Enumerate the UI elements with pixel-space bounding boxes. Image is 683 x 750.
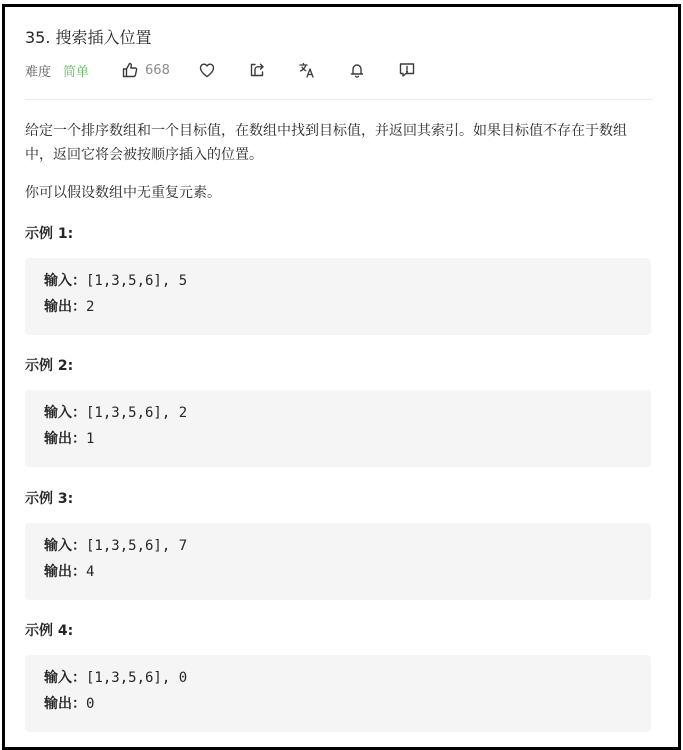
- example-input-line: [44, 271, 187, 291]
- input-label: 输入：: [44, 273, 86, 289]
- input-label: 输入：: [44, 405, 86, 421]
- translate-button[interactable]: [298, 61, 316, 79]
- example-box: [25, 390, 651, 467]
- output-label: 输出：: [44, 564, 86, 580]
- example-output-line: [44, 562, 94, 582]
- input-value: [1,3,5,6], 2: [86, 405, 188, 421]
- example-input-line: [44, 403, 187, 423]
- problem-panel: [2, 4, 681, 750]
- example-box: [25, 523, 651, 600]
- notify-button[interactable]: [348, 61, 366, 79]
- example-box: [25, 258, 651, 335]
- input-value: [1,3,5,6], 7: [86, 538, 188, 554]
- example-title: 示例 2:: [25, 358, 74, 374]
- header-divider: [25, 99, 653, 100]
- difficulty-badge: 简单: [63, 64, 90, 80]
- output-label: 输出：: [44, 696, 86, 712]
- share-button[interactable]: [248, 61, 266, 79]
- example-title: 示例 1:: [25, 226, 74, 242]
- output-value: 2: [86, 299, 95, 315]
- example-title: 示例 3:: [25, 491, 74, 507]
- difficulty-label: 难度: [25, 64, 52, 80]
- example-output-line: [44, 694, 94, 714]
- output-value: 4: [86, 564, 95, 580]
- share-icon: [248, 61, 266, 79]
- output-value: 1: [86, 431, 95, 447]
- favorite-button[interactable]: [198, 61, 216, 79]
- description-paragraph: 你可以假设数组中无重复元素。: [25, 185, 221, 201]
- problem-title: 35. 搜索插入位置: [25, 28, 152, 47]
- output-value: 0: [86, 696, 95, 712]
- example-output-line: [44, 297, 94, 317]
- description-paragraph: 给定一个排序数组和一个目标值，在数组中找到目标值，并返回其索引。如果目标值不存在于数组中，返回它将会被按顺序插入的位置。: [25, 123, 627, 163]
- like-button[interactable]: [121, 61, 170, 79]
- feedback-button[interactable]: [398, 61, 416, 79]
- example-output-line: [44, 429, 94, 449]
- input-value: [1,3,5,6], 0: [86, 670, 188, 686]
- input-label: 输入：: [44, 538, 86, 554]
- example-input-line: [44, 536, 187, 556]
- heart-icon: [198, 61, 216, 79]
- example-input-line: [44, 668, 187, 688]
- input-value: [1,3,5,6], 5: [86, 273, 188, 289]
- thumbs-up-icon: [121, 61, 139, 79]
- example-box: [25, 655, 651, 732]
- problem-description: [25, 119, 653, 205]
- output-label: 输出：: [44, 299, 86, 315]
- translate-icon: [298, 61, 316, 79]
- output-label: 输出：: [44, 431, 86, 447]
- feedback-icon: [398, 61, 416, 79]
- input-label: 输入：: [44, 670, 86, 686]
- like-count: 668: [145, 62, 170, 78]
- bell-icon: [348, 61, 366, 79]
- problem-meta-bar: [25, 59, 416, 81]
- example-title: 示例 4:: [25, 623, 74, 639]
